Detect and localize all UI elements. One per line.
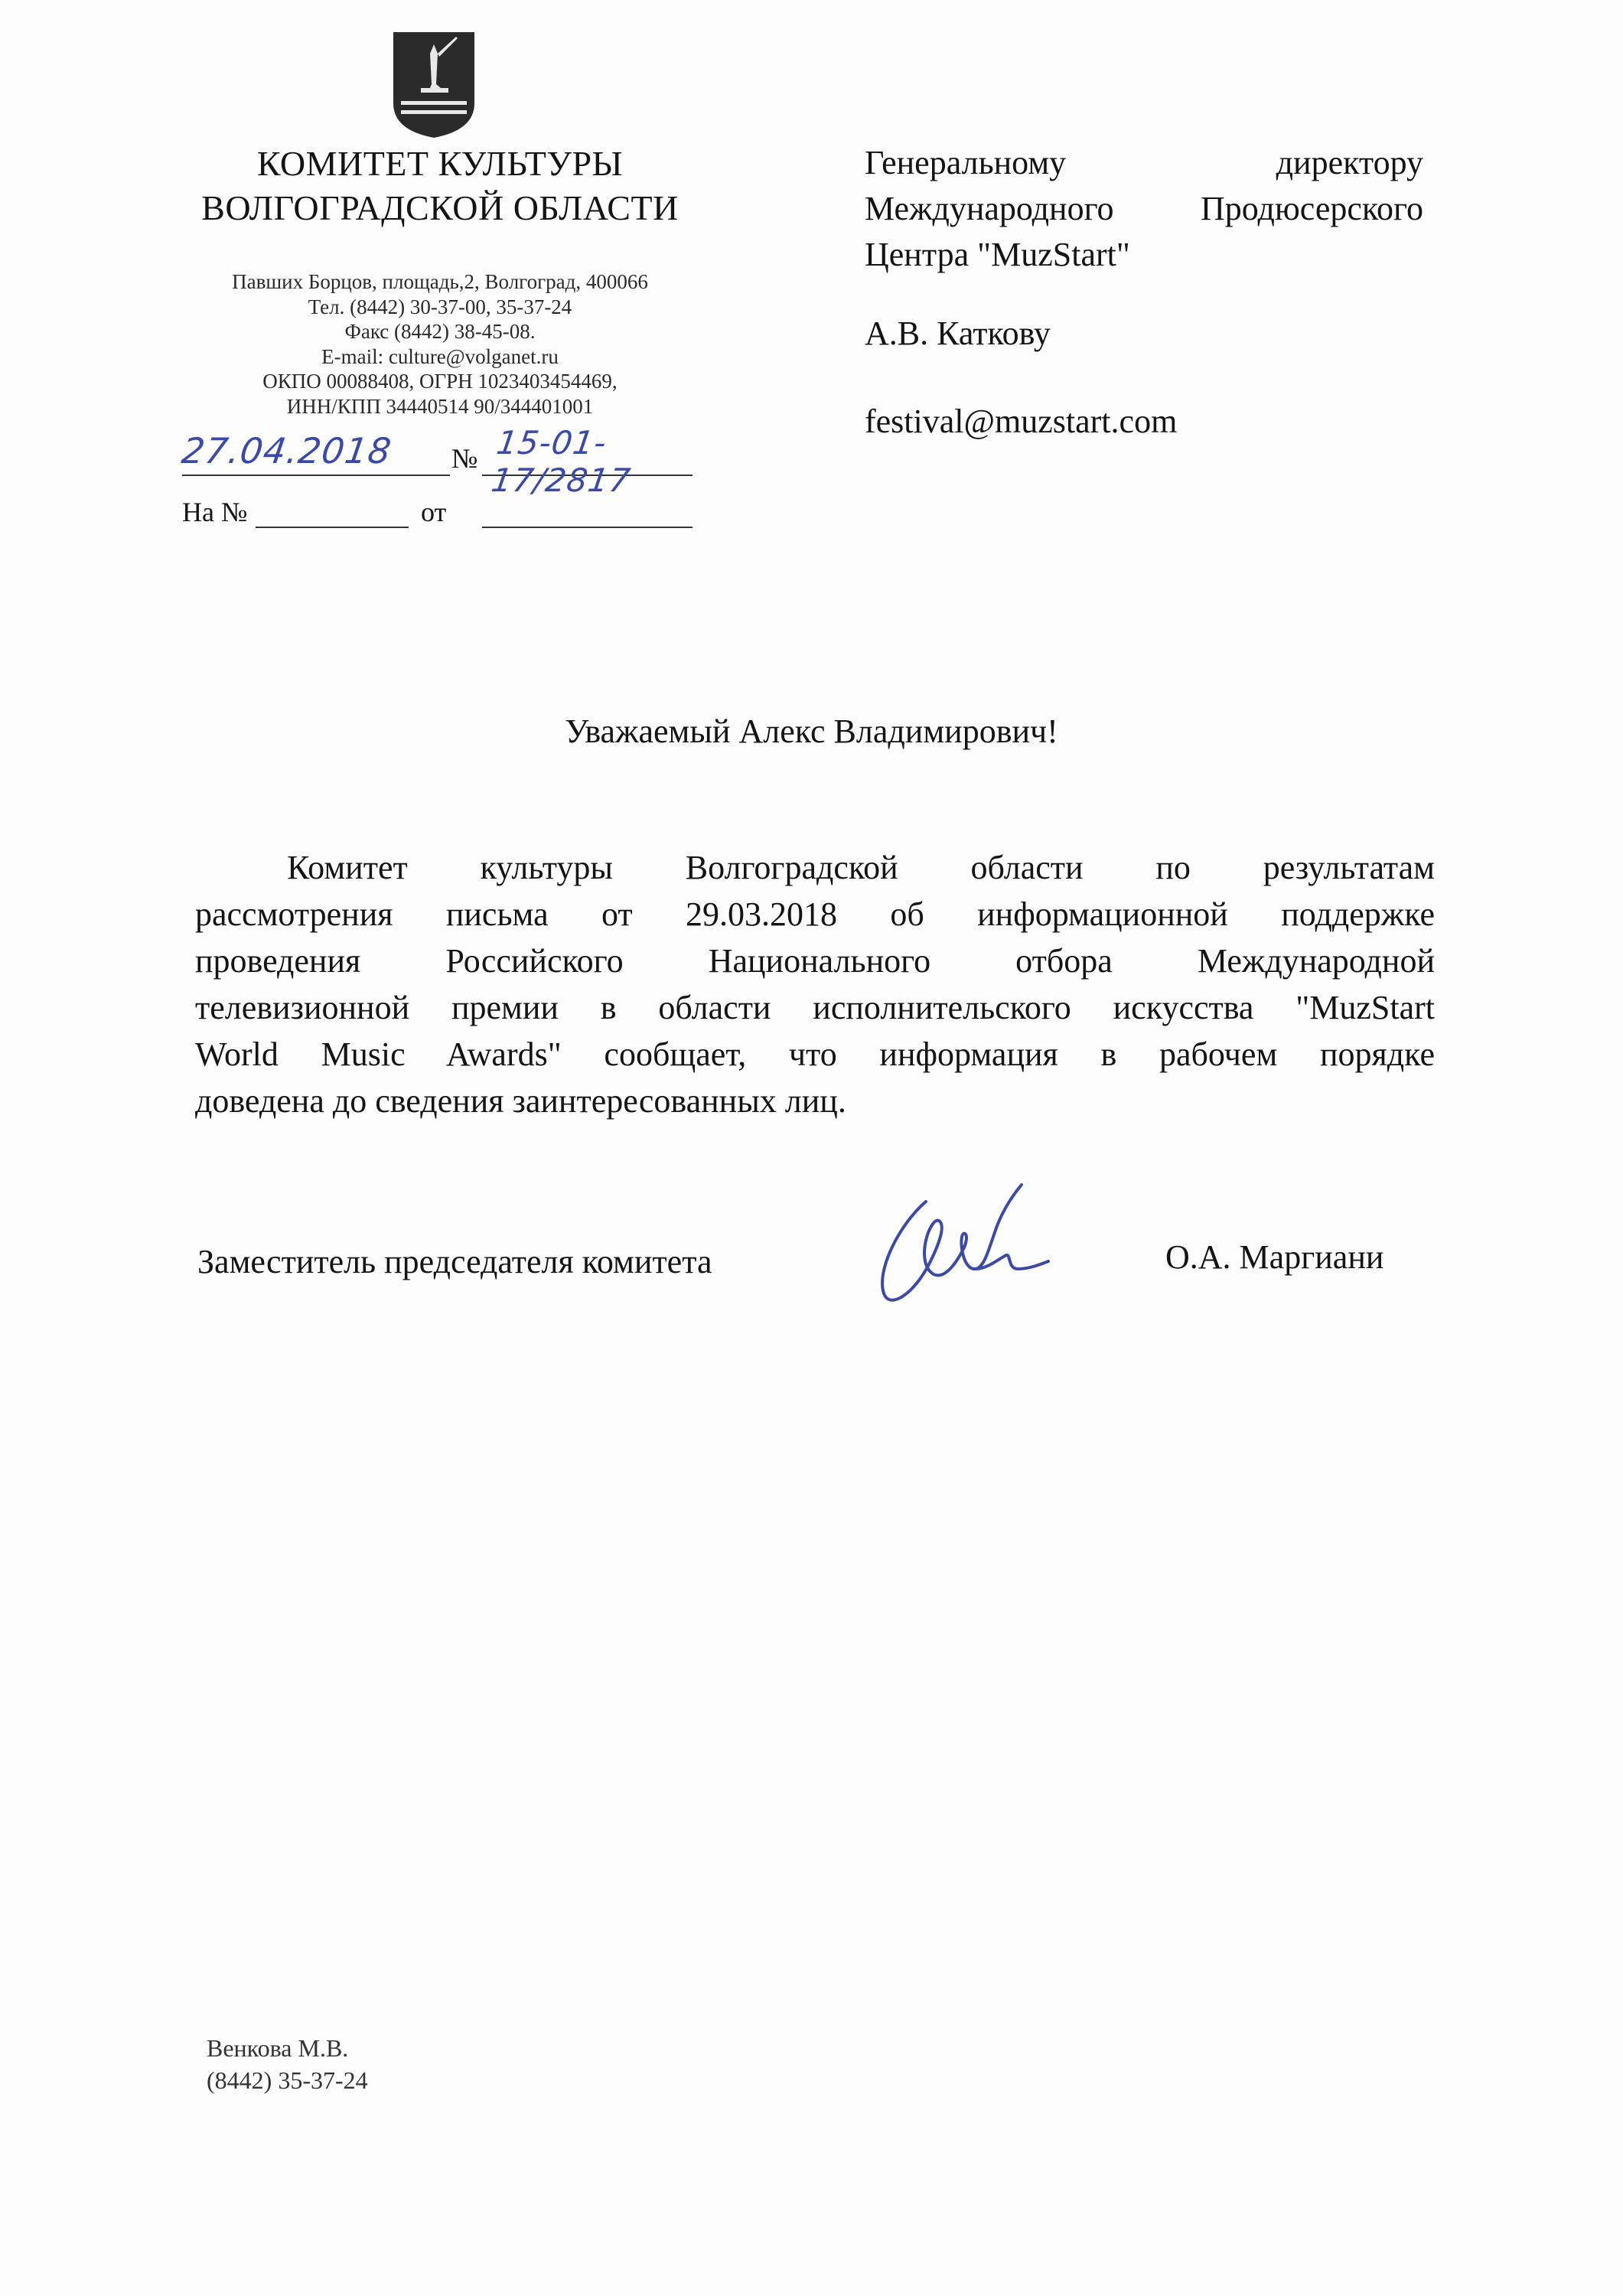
reply-date-blank-line — [482, 527, 693, 528]
handwritten-date: 27.04.2018 — [179, 430, 395, 471]
body-line: телевизионной премии в области исполнительского искусства "MuzStart — [195, 989, 1435, 1026]
organization-name — [153, 142, 727, 230]
body-line: доведена до сведения заинтересованных лиц. — [195, 1082, 846, 1120]
organization-name-line1: КОМИТЕТ КУЛЬТУРЫ — [256, 144, 624, 183]
organization-codes: ОКПО 00088408, ОГРН 1023403454469, — [262, 370, 618, 393]
organization-address: Павших Борцов, площадь,2, Волгоград, 400066 — [232, 270, 648, 293]
organization-email: E-mail: culture@volganet.ru — [321, 344, 559, 368]
reply-number-label: На № — [182, 497, 248, 527]
volgograd-coat-of-arms-icon — [392, 31, 476, 139]
body-line: World Music Awards" сообщает, что информация в рабочем порядке — [195, 1035, 1435, 1073]
reply-from-label: от — [421, 497, 447, 527]
executor-phone: (8442) 35-37-24 — [207, 2066, 368, 2094]
date-blank-line — [182, 475, 450, 476]
addressee-block — [865, 140, 1423, 278]
signatory-name: О.А. Маргиани — [1165, 1238, 1384, 1276]
salutation: Уважаемый Алекс Владимирович! — [565, 713, 1058, 750]
registration-outgoing-row — [179, 424, 702, 499]
organization-name-line2: ВОЛГОГРАДСКОЙ ОБЛАСТИ — [201, 188, 679, 227]
executor-name: Венкова М.В. — [207, 2034, 349, 2062]
body-line: рассмотрения письма от 29.03.2018 об информационной поддержке — [195, 895, 1435, 933]
organization-inn: ИНН/КПП 34440514 90/344401001 — [286, 394, 594, 418]
organization-fax: Факс (8442) 38-45-08. — [344, 320, 536, 343]
handwritten-signature-icon — [869, 1179, 1056, 1313]
addressee-name: А.В. Каткову — [865, 315, 1051, 352]
addressee-line2: Международного Продюсерского — [865, 190, 1423, 227]
letter-body — [195, 844, 1435, 1124]
addressee-line3: Центра "MuzStart" — [865, 236, 1130, 273]
executor-block — [207, 2032, 368, 2096]
addressee-email: festival@muzstart.com — [865, 403, 1178, 440]
handwritten-number: 15-01-17/2817 — [489, 424, 634, 499]
registration-reply-row — [182, 488, 702, 534]
reply-number-blank-line — [256, 527, 409, 528]
body-line: Комитет культуры Волгоградской области по результатам — [287, 849, 1435, 886]
body-line: проведения Российского Национального отбора Международной — [195, 942, 1435, 980]
addressee-line1: Генеральному директору — [865, 144, 1423, 181]
organization-details — [176, 269, 704, 419]
organization-phone: Тел. (8442) 30-37-00, 35-37-24 — [308, 295, 572, 318]
number-label: № — [451, 443, 478, 474]
signatory-title: Заместитель председателя комитета — [197, 1243, 712, 1280]
